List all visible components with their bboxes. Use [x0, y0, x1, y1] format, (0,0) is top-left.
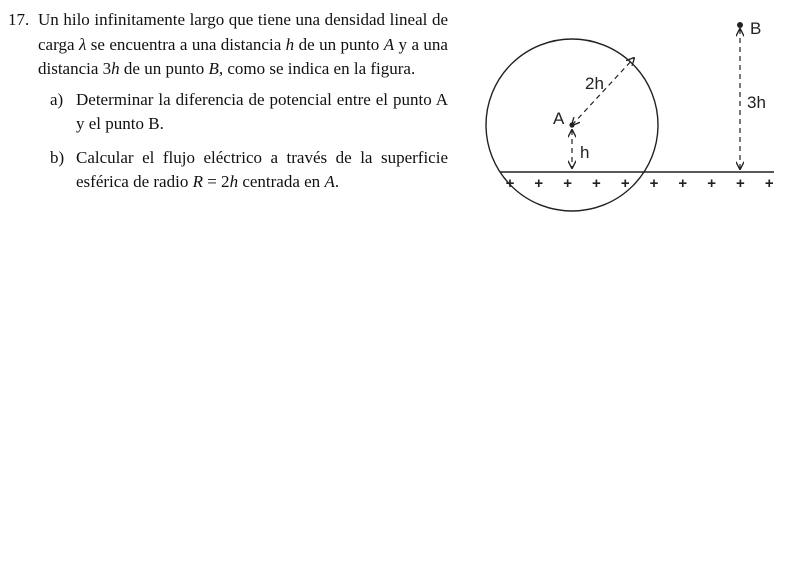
sub-question-label: a) — [50, 89, 64, 109]
problem-figure — [478, 0, 800, 240]
charge-sign: + — [620, 175, 630, 192]
sub-question-label: b) — [50, 147, 65, 167]
sub-question-text — [76, 146, 448, 195]
problem-text — [38, 8, 448, 82]
stmt-text-1: Un hilo infinitamente largo que tiene una densidad lineal de carga — [38, 10, 448, 54]
stmt-text-5: de un punto — [119, 59, 209, 78]
charge-sign: + — [678, 175, 688, 192]
point-a-symbol: A — [383, 34, 395, 54]
item-b-text-1: Calcular el flujo eléctrico a través de la superficie esférica de radio — [76, 147, 448, 191]
h-symbol-b: h — [229, 172, 239, 191]
lambda-symbol: λ — [78, 34, 87, 54]
item-b-text-2: centrada en — [238, 172, 325, 191]
charge-sign: + — [592, 175, 601, 192]
stmt-text-3: de un punto — [294, 34, 384, 54]
sub-question-a — [50, 88, 448, 137]
label-point-b: B — [750, 19, 762, 38]
charge-sign: + — [707, 175, 716, 192]
point-a-symbol-b: A — [324, 172, 335, 191]
stmt-text-2: se encuentra a una distancia — [86, 34, 286, 54]
label-h: h — [580, 143, 590, 162]
stmt-text-4: y a una distancia 3 — [38, 34, 448, 78]
charge-sign: + — [505, 175, 515, 192]
sub-question-text: Determinar la diferencia de potencial entre el punto A y el punto B. — [76, 89, 448, 133]
sub-questions — [8, 88, 448, 195]
charge-sign: + — [764, 175, 774, 192]
stmt-text-6: , como se indica en la figura. — [218, 59, 416, 78]
h-symbol: h — [285, 34, 295, 54]
problem-17 — [8, 8, 448, 204]
item-b-text-3: . — [334, 172, 340, 191]
label-2h: 2h — [585, 74, 604, 93]
point-b-dot — [737, 22, 743, 28]
label-3h: 3h — [747, 93, 766, 112]
charge-sign: + — [736, 175, 745, 192]
item-b-equation: = 2 — [202, 172, 230, 191]
problem-statement — [8, 8, 448, 82]
point-b-symbol: B — [208, 59, 219, 78]
h-symbol-2: h — [111, 59, 120, 78]
sub-question-b — [50, 146, 448, 195]
charge-sign: + — [534, 175, 544, 192]
charge-sign: + — [563, 175, 572, 192]
r-symbol: R — [192, 172, 203, 191]
problem-number: 17. — [8, 10, 30, 29]
label-point-a: A — [553, 109, 565, 128]
charge-sign: + — [649, 175, 659, 192]
